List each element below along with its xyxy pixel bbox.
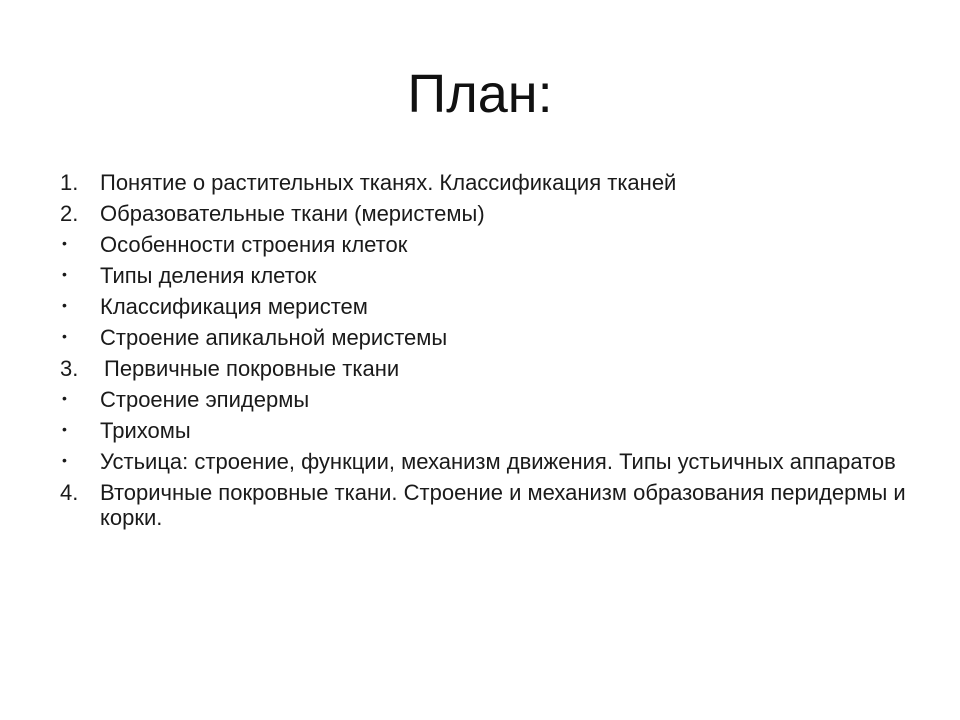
plan-list — [60, 170, 920, 536]
slide-title: План: — [407, 64, 553, 124]
list-item — [60, 201, 920, 226]
item-number: 3. — [60, 356, 79, 381]
list-item — [60, 325, 920, 350]
list-item — [60, 263, 920, 288]
item-text: Первичные покровные ткани — [104, 356, 400, 381]
list-item — [60, 294, 920, 319]
item-text: Вторичные покровные ткани. Строение и механизм образования перидермы и корки. — [100, 480, 906, 530]
bullet-icon: • — [62, 297, 67, 313]
list-item — [60, 356, 920, 381]
bullet-icon: • — [62, 421, 67, 437]
item-text: Устьица: строение, функции, механизм движения. Типы устьичных аппаратов — [100, 449, 896, 474]
list-item — [60, 232, 920, 257]
list-item — [60, 387, 920, 412]
bullet-icon: • — [62, 452, 67, 468]
item-text: Строение апикальной меристемы — [100, 325, 448, 350]
item-text: Особенности строения клеток — [100, 232, 408, 257]
item-number: 1. — [60, 170, 79, 195]
item-text: Образовательные ткани (меристемы) — [100, 201, 485, 226]
item-number: 2. — [60, 201, 79, 226]
list-item — [60, 449, 920, 474]
bullet-icon: • — [62, 328, 67, 344]
item-text: Строение эпидермы — [100, 387, 310, 412]
item-text: Типы деления клеток — [100, 263, 317, 288]
bullet-icon: • — [62, 235, 67, 251]
list-item — [60, 418, 920, 443]
bullet-icon: • — [62, 266, 67, 282]
item-text: Классификация меристем — [100, 294, 368, 319]
item-text: Понятие о растительных тканях. Классификация тканей — [100, 170, 677, 195]
list-item — [60, 480, 920, 530]
item-number: 4. — [60, 480, 79, 505]
bullet-icon: • — [62, 390, 67, 406]
list-item — [60, 170, 920, 195]
item-text: Трихомы — [100, 418, 191, 443]
